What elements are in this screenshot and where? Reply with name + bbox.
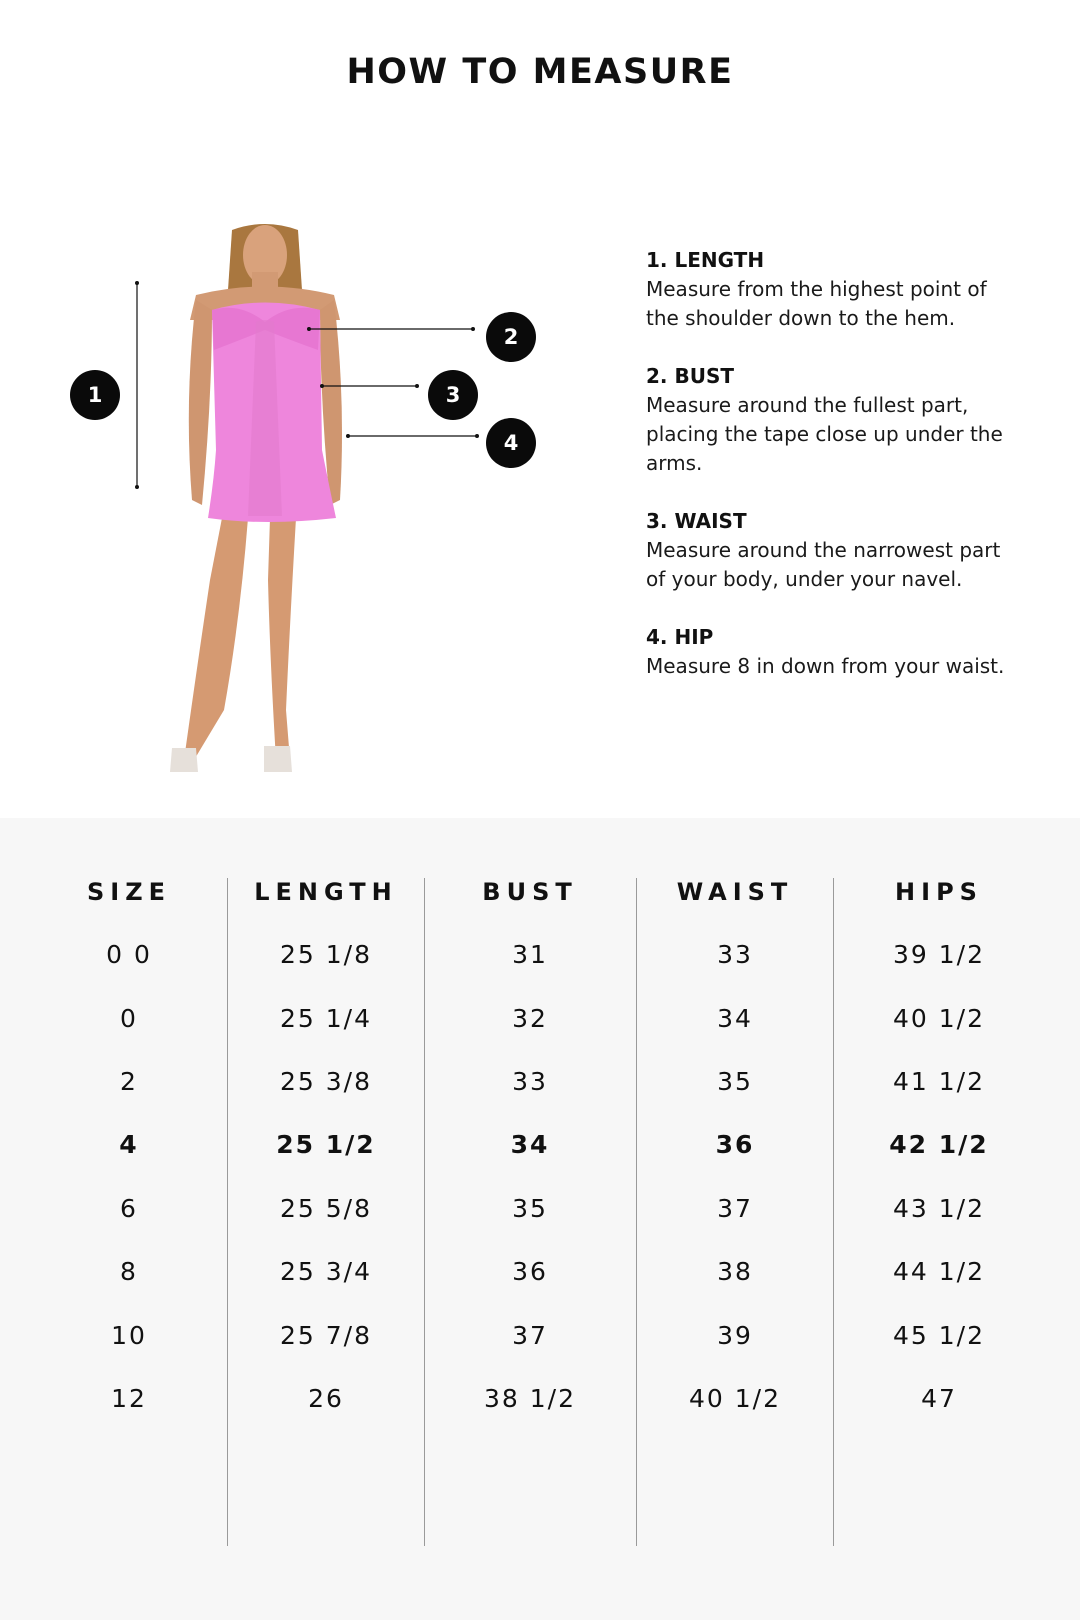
- left-leg-shape: [184, 518, 248, 760]
- instruction-title: 4. HIP: [646, 625, 714, 649]
- table-cell: 40 1/2: [689, 1384, 781, 1413]
- measurement-figure: [0, 200, 600, 820]
- table-cell: 38: [717, 1257, 753, 1286]
- table-cell: 37: [717, 1194, 753, 1223]
- instruction-hip: [646, 623, 1006, 681]
- table-cell: 25 1/4: [280, 1004, 372, 1033]
- table-cell: 31: [512, 940, 548, 969]
- column-header: HIPS: [895, 878, 983, 906]
- instruction-bust: [646, 362, 1006, 478]
- instruction-text: Measure from the highest point of the shoulder down to the hem.: [646, 277, 987, 330]
- table-cell: 25 1/8: [280, 940, 372, 969]
- table-cell: 40 1/2: [893, 1004, 985, 1033]
- table-cell: 33: [717, 940, 753, 969]
- table-cell: 43 1/2: [893, 1194, 985, 1223]
- table-cell: 38 1/2: [484, 1384, 576, 1413]
- instruction-text: Measure around the fullest part, placing the tape close up under the arms.: [646, 393, 1003, 475]
- table-cell: 25 7/8: [280, 1321, 372, 1350]
- table-cell: 35: [717, 1067, 753, 1096]
- marker-hip: 4: [486, 418, 536, 468]
- instruction-waist: [646, 507, 1006, 594]
- right-leg-shape: [268, 518, 296, 760]
- instruction-title: 3. WAIST: [646, 509, 747, 533]
- size-chart-table: [0, 818, 1080, 1620]
- table-cell: 10: [111, 1321, 147, 1350]
- table-cell: 4: [119, 1130, 139, 1159]
- column-header: WAIST: [676, 878, 794, 906]
- table-cell: 2: [120, 1067, 138, 1096]
- instruction-title: 1. LENGTH: [646, 248, 765, 272]
- table-cell: 37: [512, 1321, 548, 1350]
- table-cell: 25 3/8: [280, 1067, 372, 1096]
- table-cell: 41 1/2: [893, 1067, 985, 1096]
- right-shoe-shape: [264, 746, 292, 772]
- table-cell: 32: [512, 1004, 548, 1033]
- instruction-text: Measure 8 in down from your waist.: [646, 654, 1005, 678]
- table-cell: 44 1/2: [893, 1257, 985, 1286]
- table-cell: 36: [715, 1130, 755, 1159]
- table-cell: 42 1/2: [889, 1130, 989, 1159]
- left-arm-shape: [189, 300, 212, 505]
- table-cell: 6: [120, 1194, 138, 1223]
- table-cell: 26: [308, 1384, 344, 1413]
- table-cell: 0 0: [106, 940, 152, 969]
- measure-instructions: [646, 246, 1006, 710]
- table-cell: 25 5/8: [280, 1194, 372, 1223]
- instruction-length: [646, 246, 1006, 333]
- column-header: LENGTH: [254, 878, 398, 906]
- table-cell: 34: [510, 1130, 550, 1159]
- marker-waist: 3: [428, 370, 478, 420]
- table-cell: 8: [120, 1257, 138, 1286]
- table-cell: 39: [717, 1321, 753, 1350]
- table-cell: 25 3/4: [280, 1257, 372, 1286]
- table-cell: 0: [120, 1004, 138, 1033]
- instruction-title: 2. BUST: [646, 364, 735, 388]
- table-cell: 45 1/2: [893, 1321, 985, 1350]
- column-header: BUST: [482, 878, 578, 906]
- table-cell: 12: [111, 1384, 147, 1413]
- table-cell: 36: [512, 1257, 548, 1286]
- table-cell: 25 1/2: [276, 1130, 376, 1159]
- table-cell: 35: [512, 1194, 548, 1223]
- table-cell: 39 1/2: [893, 940, 985, 969]
- instruction-text: Measure around the narrowest part of your body, under your navel.: [646, 538, 1001, 591]
- marker-bust: 2: [486, 312, 536, 362]
- marker-length: 1: [70, 370, 120, 420]
- table-cell: 47: [921, 1384, 957, 1413]
- left-shoe-shape: [170, 748, 198, 772]
- table-cell: 34: [717, 1004, 753, 1033]
- table-cell: 33: [512, 1067, 548, 1096]
- page-title: HOW TO MEASURE: [346, 52, 734, 92]
- column-header: SIZE: [86, 878, 171, 906]
- model-illustration: [0, 200, 600, 820]
